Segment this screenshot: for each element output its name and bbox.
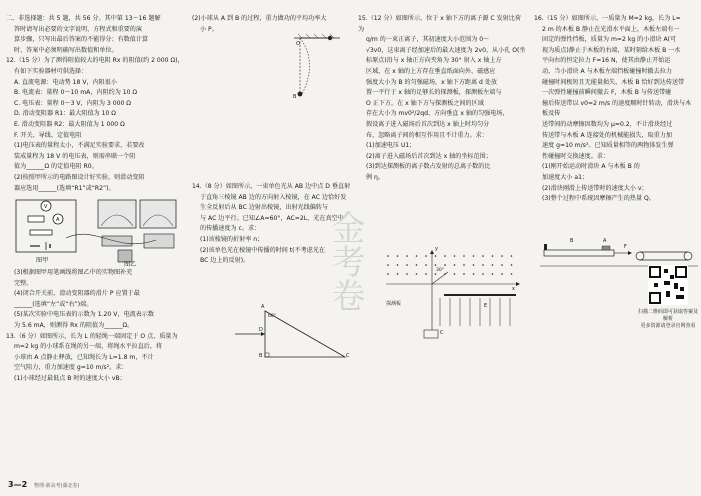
field-dot — [444, 273, 446, 275]
section-line: 时，答案中必须明确写出数值和单位。 — [14, 46, 118, 54]
field-dot — [501, 264, 503, 266]
field-dot — [511, 264, 513, 266]
angle-label-30: 30° — [436, 268, 444, 273]
subquestion-line: 为 5.6 mA，则测得 Rx 的阻值为______Ω。 — [14, 322, 134, 330]
subquestion: (4)闭合开关前，滑动变阻器的滑片 P 应置于最 — [14, 290, 140, 298]
subquestion: (1)刚开始运动时滑块 A 与木板 B 的 — [542, 163, 640, 171]
option-b: B. 电流表：量程 0～10 mA，内阻约为 10 Ω — [14, 89, 138, 97]
question-line: 小球由 A 点静止释放，已知绳长为 L=1.8 m，不计 — [14, 353, 154, 361]
question-line: 的传播速度为 c。求： — [200, 225, 261, 233]
figure-label-b: 图乙 — [124, 261, 137, 269]
section-heading: 二、非选择题：共 5 题，共 56 分。其中第 13～16 题解 — [6, 15, 161, 22]
force-label-f: F — [624, 244, 627, 250]
question-line: m=2 kg 的小球系在绳的另一端，将绳水平拉直后，将 — [14, 343, 163, 351]
field-dot — [416, 255, 418, 257]
field-dot — [397, 264, 399, 266]
option-e: E. 滑动变阻器 R2：最大阻值为 1 000 Ω — [14, 120, 125, 128]
field-dot — [444, 255, 446, 257]
field-dot — [492, 264, 494, 266]
subquestion: (3)到达探测板的离子数占发射的总离子数的比 — [366, 163, 491, 171]
qr-caption-line: 更多资源请登录官网查看 — [640, 323, 696, 329]
field-dot — [387, 264, 389, 266]
subquestion: (2)按照甲所示的电路图设计好实验，则滑动变阻 — [14, 173, 145, 181]
question-15: 15.（12 分）如图所示，位于 x 轴下方的离子源 C 发射比荷为 — [358, 15, 521, 33]
subquestion: (2)小球从 A 到 B 的过程，重力做功的平均功率大 — [192, 15, 327, 22]
subquestion-line: 值为______Ω 的定值电阻 R0。 — [14, 163, 98, 171]
field-dot — [416, 273, 418, 275]
question-line: 送带间的动摩擦因数均为 μ=0.2，不计滑块经过 — [542, 120, 673, 128]
question-line: 视为质点)静止于木板的右端，某时刻给木板 B 一水 — [542, 46, 681, 54]
question-line: 空气阻力，重力加速度 g=10 m/s²。求： — [14, 364, 128, 372]
column-3 — [358, 14, 526, 184]
detector-plate-label: 探测板 — [386, 301, 402, 307]
question-line: O 正下方，在 x 轴下方与探测板之间的区域 — [366, 99, 484, 107]
field-dot — [387, 273, 389, 275]
field-dot — [397, 273, 399, 275]
question-line: 2 m 的木板 B 静止在光滑水平面上，木板左端有一 — [542, 25, 680, 33]
question-line: 传送带与木板 A 连接处的机械能损失，取重力加 — [542, 131, 672, 139]
field-dot — [444, 264, 446, 266]
field-dot — [492, 255, 494, 257]
field-dot — [435, 273, 437, 275]
question-line: 撞后传送带以 v0=2 m/s 的速度顺时针转动，滑块与木板及传 — [542, 99, 692, 118]
field-dot — [473, 264, 475, 266]
subquestion: (2)离子进入磁场后首次到达 x 轴的坐标范围； — [366, 152, 492, 160]
field-dot — [435, 264, 437, 266]
question-16: 16.（15 分）如图所示，一质量为 M=2 kg、长为 L= — [534, 15, 681, 22]
question-line: 平向右的恒定拉力 F=16 N，使其由静止开始运 — [542, 57, 671, 65]
option-f: F. 开关、导线、定值电阻 — [14, 131, 82, 139]
subquestion: (1)该棱镜的折射率 n； — [200, 235, 264, 243]
field-dot — [416, 264, 418, 266]
subquestion: (3)根据图甲用笔画线将图乙中的实物图补充 — [14, 269, 133, 277]
field-dot — [501, 255, 503, 257]
field-dot — [482, 255, 484, 257]
question-line: 假设离子进入磁场后首次到达 x 轴上时均匀分 — [366, 120, 490, 128]
field-dot — [397, 255, 399, 257]
question-line: 生全反射后从 BC 边射出棱镜，出射光线偏转与 — [200, 204, 328, 212]
field-dot — [473, 255, 475, 257]
field-dot — [425, 255, 427, 257]
watermark: 金考卷 — [325, 210, 365, 312]
question-line: √3v0，这束离子经加速后的最大速度为 2v0，从小孔 O(坐 — [366, 46, 526, 54]
field-dot — [463, 264, 465, 266]
subquestion-line: 完整。 — [14, 279, 33, 287]
question-line: q/m 的一束正离子，其初速度大小范围为 0～ — [366, 36, 490, 44]
field-label-e: E — [484, 303, 488, 309]
question-line: 标原点)沿与 x 轴正方向夹角为 30° 射入 x 轴上方 — [366, 57, 502, 65]
qr-caption — [636, 309, 700, 330]
subquestion: (1)小球经过最低点 B 时的速度大小 vB； — [14, 375, 126, 383]
pendulum-label-b: B — [293, 94, 297, 100]
pendulum-label-o: O — [296, 41, 300, 47]
question-line: 置一平行于 x 轴的足够长的探测板，探测板左端与 — [366, 89, 502, 97]
qr-code-icon — [648, 265, 688, 305]
column-1 — [6, 14, 184, 385]
subquestion-line: 装成量程为 18 V 的电压表，则需串联一个阻 — [14, 152, 136, 160]
column-4 — [534, 14, 696, 205]
prism-angle-60: 60° — [268, 314, 276, 319]
subquestion: (3)整个过程中系统因摩擦产生的热量 Q。 — [542, 195, 655, 203]
svg-text:V: V — [44, 204, 48, 211]
subquestion-line: 小 P。 — [200, 25, 218, 33]
prism-diagram-icon — [205, 305, 355, 370]
subquestion-line: 例 η。 — [366, 173, 384, 181]
field-dot — [435, 255, 437, 257]
question-line: 与 AC 边平行。已知∠A=60°，AC=2L，光在真空中 — [200, 214, 344, 222]
question-line: 存在大小为 mv0²/2qd、方向垂直 x 轴的匀强电场， — [366, 110, 509, 118]
field-dot — [511, 255, 513, 257]
qr-code[interactable] — [648, 265, 688, 305]
section-line: 答时请写出必要的文字说明、方程式和重要的演 — [14, 25, 142, 33]
question-line: 强度大小为 B 的匀强磁场，x 轴下方距离 d 处放 — [366, 78, 498, 86]
svg-text:A: A — [56, 217, 60, 224]
field-dot — [406, 273, 408, 275]
field-dot — [511, 273, 513, 275]
section-line: 算步骤，只写出最后答案的不能得分；有数值计算 — [14, 36, 149, 44]
field-dot — [454, 264, 456, 266]
question-line: 性碰撞时交换速度。求： — [542, 152, 610, 160]
subquestion: (2)该单色光在棱镜中传播的时间 t(不考虑光在 — [200, 246, 326, 254]
field-dot — [501, 273, 503, 275]
question-line: 速度 g=10 m/s²。已知质量相等的两物体发生弹 — [542, 142, 674, 150]
board-label-b: B — [570, 238, 574, 244]
field-diagram-icon — [380, 250, 520, 340]
figure-label-a: 图甲 — [36, 257, 49, 265]
circuit-figures — [6, 194, 184, 268]
field-dot — [406, 255, 408, 257]
field-dot — [454, 273, 456, 275]
block-label-a: A — [603, 238, 607, 244]
field-dot — [406, 264, 408, 266]
footer-label: 物理·新高考(湖北卷) — [34, 483, 80, 489]
question-line: 固定的弹性挡板，质量为 m=2 kg 的小滑块 A(可 — [542, 36, 677, 44]
question-14: 14.（8 分）如图所示，一束单色光从 AB 边中点 D 垂直射 — [192, 183, 351, 190]
question-12: 12.（15 分）为了测得阻值较大的电阻 Rx 的阻值(约 2 000 Ω)， — [6, 57, 184, 65]
axis-label-y: y — [435, 246, 438, 252]
ion-source-label: C — [440, 330, 444, 336]
circuit-diagram-icon — [6, 194, 184, 268]
page-number: 3—2 — [8, 480, 28, 489]
field-dot — [482, 264, 484, 266]
field-dot — [482, 273, 484, 275]
prism-vertex-b: B — [259, 353, 263, 359]
option-c: C. 电压表：量程 0～3 V，内阻为 3 000 Ω — [14, 99, 131, 107]
field-dot — [425, 264, 427, 266]
field-dot — [463, 255, 465, 257]
field-dot — [425, 273, 427, 275]
field-dot — [492, 273, 494, 275]
axis-label-x: x — [512, 286, 515, 292]
subquestion: (1)加速电压 U1； — [366, 142, 416, 150]
subquestion-line: ______(选填“左”或“右”)端。 — [14, 300, 93, 308]
option-d: D. 滑动变阻器 R1：最大阻值为 10 Ω — [14, 110, 116, 118]
question-line: 布，忽略离子间的相互作用且不计重力。求： — [366, 131, 488, 139]
question-line: 有如下实验器材可供选择： — [14, 67, 88, 75]
subquestion-line: BC 边上的反射)。 — [200, 257, 250, 265]
field-dot — [473, 273, 475, 275]
field-dot — [454, 255, 456, 257]
question-line: 于直角三棱镜 AB 边的方向射入棱镜，在 AC 边恰好发 — [200, 193, 347, 201]
subquestion-line: 器应选用______(选填“R1”或“R2”)。 — [14, 184, 115, 192]
prism-point-d: D — [259, 327, 263, 333]
question-line: 碰撞时间极短且无能量损失，木板 B 恰好到达传送带 — [542, 78, 685, 86]
field-dot — [387, 255, 389, 257]
subquestion: (2)滑块刚滑上传送带时的速度大小 v； — [542, 184, 648, 192]
subquestion-line: 加速度大小 a1； — [542, 173, 589, 181]
option-a: A. 直流电源：电动势 18 V，内阻很小 — [14, 78, 117, 86]
subquestion: (5)某次实验中电压表的示数为 1.20 V，电流表示数 — [14, 311, 154, 319]
question-line: 动，当小滑块 A 与木板左端挡板碰撞时撤去拉力 — [542, 67, 672, 75]
question-line: 一次弹性碰撞前瞬间撤去 F，木板 B 与传送带碰 — [542, 89, 672, 97]
subquestion: (1)电压表的量程太小，不满足实验要求，若要改 — [14, 142, 145, 150]
prism-vertex-c: C — [346, 353, 350, 359]
prism-vertex-a: A — [261, 304, 265, 310]
question-13: 13.（6 分）如图所示，长为 L 的轻绳一端固定于 O 点，质量为 — [6, 332, 178, 340]
qr-caption-line: 扫描二维码即可获取答案及解析 — [637, 309, 698, 322]
question-line: 区域，在 x 轴的上方存在垂直纸面向外、磁感应 — [366, 67, 496, 75]
field-dot — [463, 273, 465, 275]
